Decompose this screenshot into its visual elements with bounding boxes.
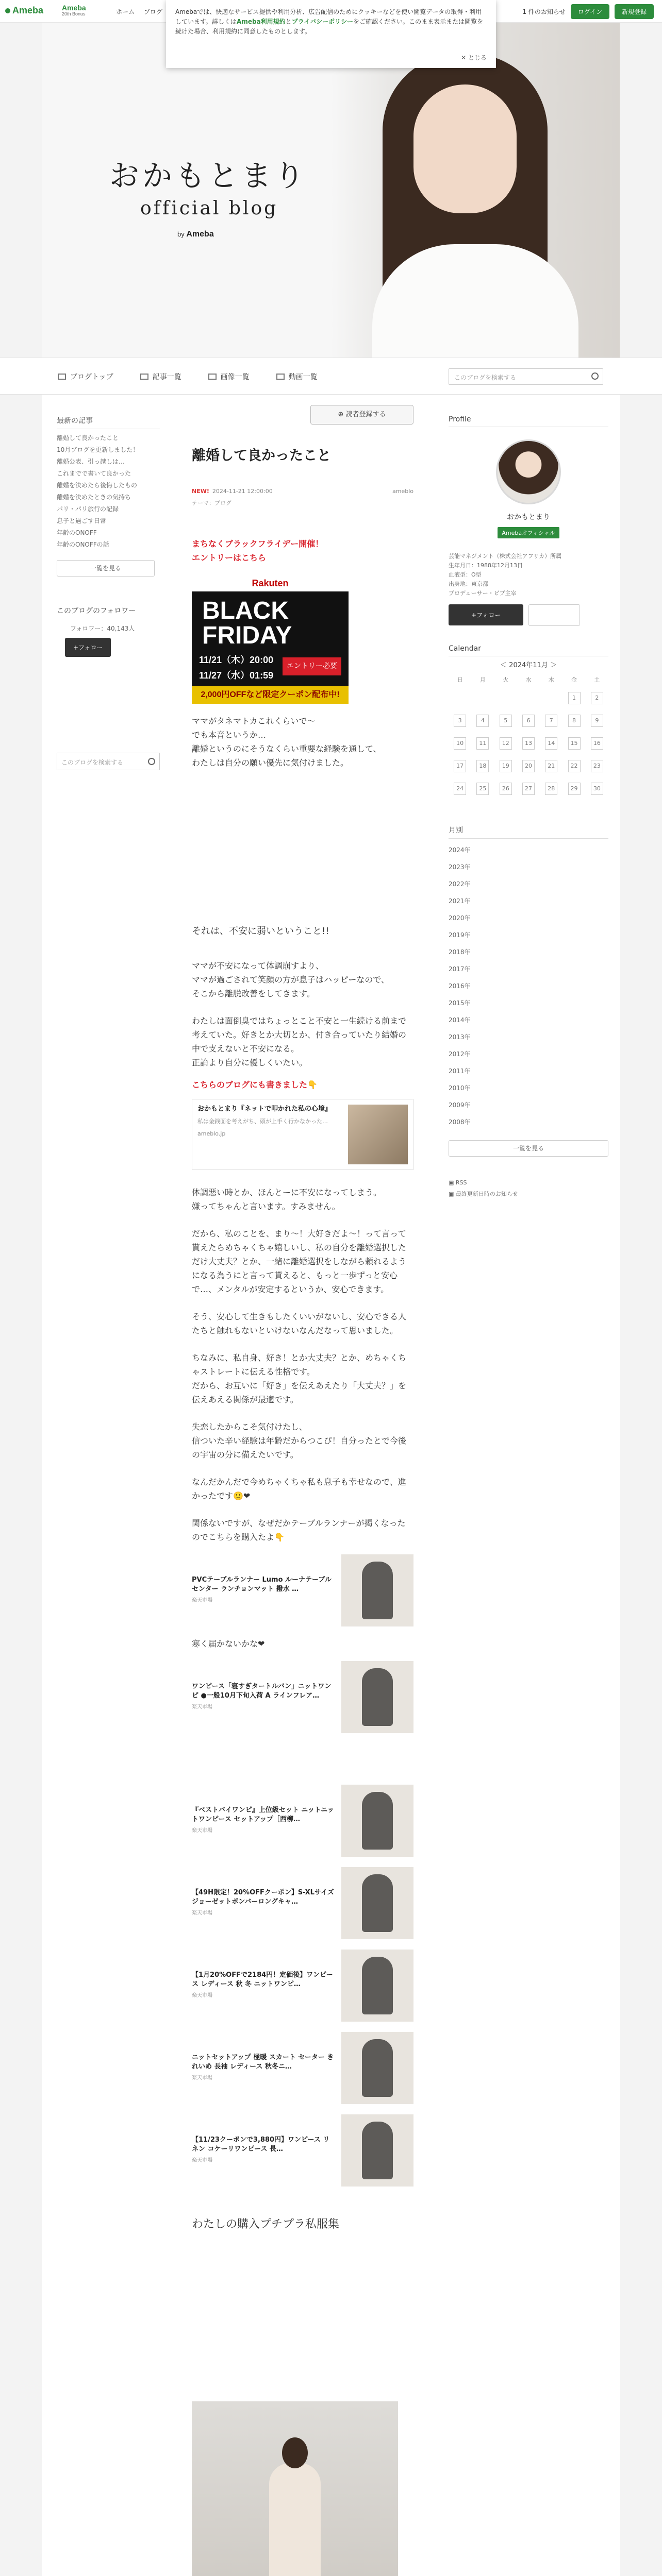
spacer [192, 1743, 413, 1774]
right-sidebar [449, 415, 608, 1200]
product-shop: 楽天市場 [192, 1993, 212, 1998]
promo-line[interactable]: まちなくブラックフライデー開催！ [192, 539, 324, 549]
recent-entry[interactable]: 離婚公表、引っ越しは… [57, 458, 125, 465]
calendar-day[interactable]: 8 [568, 715, 581, 727]
calendar-day[interactable]: 20 [522, 760, 535, 772]
product-name: PVCテーブルランナー Lumo ルーナテーブルセンター ランチョンマット 撥水 … [192, 1576, 332, 1593]
paragraph: ママが不安になって体調崩すより、 [192, 961, 324, 971]
calendar-day[interactable]: 5 [500, 715, 512, 727]
sidebar-search-input[interactable]: このブログを検索する [57, 753, 160, 770]
global-header-right [522, 4, 654, 19]
followers-heading: このブログのフォロワー [57, 607, 136, 615]
calendar-day[interactable]: 26 [500, 783, 512, 795]
nav-blog[interactable]: ブログ [143, 8, 162, 15]
product-image [341, 1867, 413, 1939]
archive-item[interactable]: 2024年 [449, 846, 471, 854]
product-image [341, 2114, 413, 2187]
archive-item[interactable]: 2015年 [449, 999, 471, 1007]
update-notice-link[interactable]: ▣ 最終更新日時のお知らせ [449, 1191, 518, 1197]
spacer [192, 1503, 413, 1516]
product-shop: 楽天市場 [192, 1828, 212, 1834]
calendar-day[interactable]: 3 [454, 715, 466, 727]
calendar-day[interactable]: 19 [500, 760, 512, 772]
card-source: ameblo.jp [197, 1130, 226, 1137]
article-theme[interactable]: テーマ：ブログ [192, 500, 231, 506]
calendar-day[interactable]: 9 [591, 715, 603, 727]
recent-entry[interactable]: 10月ブログを更新しました！ [57, 446, 139, 453]
profile-name[interactable]: おかもとまり [507, 513, 550, 521]
archive-item[interactable]: 2016年 [449, 982, 471, 990]
archive-item[interactable]: 2009年 [449, 1101, 471, 1109]
privacy-link[interactable]: プライバシーポリシー [291, 18, 354, 25]
calendar-day[interactable]: 22 [568, 760, 581, 772]
blog-header[interactable] [42, 23, 620, 358]
archive-list [449, 842, 608, 1131]
banner-coupon: 2,000円OFFなど限定クーポン配布中! [192, 686, 349, 704]
paragraph: 嫌ってちゃんと言います。すみません。 [192, 1201, 340, 1211]
profile-info: 芸能マネジメント（株式会社アフリカ）所属 生年月日：1988年12月13日 血液型：O型 出身地：東京都 プロデューサー・ビブ主宰 [449, 553, 562, 597]
product-card[interactable] [192, 1950, 413, 2022]
recent-entry[interactable]: 離婚して良かったこと [57, 434, 119, 442]
recent-entry[interactable]: 離婚を決めたときの気持ち [57, 494, 131, 501]
product-shop: 楽天市場 [192, 2158, 212, 2163]
image-icon [208, 374, 217, 380]
card-thumbnail [348, 1105, 408, 1164]
official-badge: Amebaオフィシャル [498, 527, 559, 538]
product-name: 【11/23クーポンで3,880円】ワンピース リネン コケーリワンピース 長… [192, 2136, 330, 2153]
paragraph: なんだかんだで今めちゃくちゃ私も息子も幸せなので、進かったです🙂❤ [192, 1477, 406, 1501]
archive-heading: 月別 [449, 825, 608, 839]
paragraph: 失恋したからこそ気付けたし、 [192, 1422, 308, 1432]
product-name: 『ベストバイワンピ』上位級セット ニットニットワンピース セットアップ［西柳… [192, 1806, 334, 1823]
product-image [341, 2032, 413, 2104]
archive-item[interactable]: 2020年 [449, 914, 471, 922]
menu-blog-top[interactable]: ブログトップ [58, 371, 113, 382]
article [192, 405, 413, 2576]
product-name: 【1月20%OFFで2184円！定価後】ワンピース レディース 秋 冬 ニットワンピ… [192, 1971, 333, 1988]
ameba-logo[interactable]: Ameba [5, 5, 43, 16]
calendar-day[interactable]: 2 [591, 692, 603, 704]
calendar-day[interactable]: 18 [476, 760, 489, 772]
spacer [192, 1462, 413, 1475]
paragraph: ママがタネマトカこれくらいで〜 [192, 716, 316, 726]
archive-item[interactable]: 2021年 [449, 897, 471, 905]
calendar-day[interactable]: 17 [454, 760, 466, 772]
banner-title: BLACK FRIDAY [202, 597, 292, 649]
calendar-day[interactable]: 23 [591, 760, 603, 772]
rakuten-black-friday-banner[interactable] [192, 575, 349, 704]
archive-item[interactable]: 2022年 [449, 880, 471, 888]
paragraph: 体調悪い時とか、ほんとーに不安になってしまう。 [192, 1188, 382, 1197]
global-nav [116, 7, 170, 16]
menu-video-list[interactable]: 動画一覧 [276, 371, 318, 382]
paragraph: ちなみに、私自身、好き！とか大丈夫？とか、めちゃくちゃストレートに伝える性格です。 [192, 1353, 407, 1377]
recent-entries-heading: 最新の記事 [57, 415, 160, 429]
rakuten-logo: Rakuten [192, 575, 349, 591]
archive-more-button[interactable]: 一覧を見る [449, 1140, 608, 1157]
archive [449, 825, 608, 1157]
calendar-day[interactable]: 29 [568, 783, 581, 795]
card-desc: 私は金銭面を考えがち、頭が上手く行かなかった… [197, 1118, 328, 1125]
product-card[interactable] [192, 2114, 413, 2187]
paragraph: 離婚というのにそうなくらい重要な経験を通して、 [192, 744, 382, 754]
spacer [192, 1213, 413, 1227]
spacer [192, 1177, 413, 1185]
header-photo-face [413, 84, 517, 213]
new-badge: NEW! [192, 488, 209, 495]
paragraph: そこから離脱改善をしてきます。 [192, 989, 315, 998]
calendar-day[interactable]: 25 [476, 783, 489, 795]
follow-button-right[interactable]: +フォロー [449, 604, 523, 625]
recent-entry[interactable]: これまでで書いて良かった [57, 470, 131, 477]
calendar-day[interactable]: 14 [545, 737, 557, 750]
product-card[interactable] [192, 1867, 413, 1939]
calendar-day[interactable]: 4 [476, 715, 489, 727]
calendar-day[interactable]: 13 [522, 737, 535, 750]
product-shop: 楽天市場 [192, 1704, 212, 1710]
ameba-20th-logo[interactable]: Ameba 20th Bonus [62, 4, 86, 16]
paragraph: 関係ないですが、なぜだかテーブルランナーが掲くなったのでこちらを購入たよ👇 [192, 1518, 406, 1542]
profile-heading: Profile [449, 415, 608, 427]
spacer [192, 1070, 413, 1078]
promo-entry-link[interactable]: エントリーはこちら [192, 553, 267, 563]
paragraph: だから、お互いに「好き」を伝えあえたり「大丈夫？」を伝えあえる関係が最適です。 [192, 1381, 407, 1404]
list-icon [140, 374, 148, 380]
calendar-day[interactable]: 15 [568, 737, 581, 750]
calendar-day[interactable]: 6 [522, 715, 535, 727]
archive-item[interactable]: 2011年 [449, 1067, 471, 1075]
calendar-day[interactable]: 10 [454, 737, 466, 750]
recent-more-button[interactable]: 一覧を見る [57, 560, 155, 577]
paragraph: 寒く届かないかな❤ [192, 1639, 265, 1649]
calendar-day[interactable]: 12 [500, 737, 512, 750]
product-name: ニットセットアップ 極暖 スカート セーター きれいめ 長袖 レディース 秋冬ニ… [192, 2054, 334, 2071]
cookie-notice: Amebaでは、快適なサービス提供や利用分析、広告配信のためにクッキーなどを使い閲覧データの取得・利用しています。詳しくはAmeba利用規約とプライバシーポリシーをご確認ください。このまま表示または閲覧を続けた場合、利用規約に同意したものとします。 ✕ とじる [166, 0, 496, 68]
outfit-photo-head [282, 2437, 308, 2468]
product-card[interactable] [192, 2032, 413, 2104]
terms-link[interactable]: Ameba利用規約 [237, 18, 286, 25]
left-sidebar [57, 415, 160, 770]
paragraph: それは、不安に弱いということ!! [192, 926, 329, 937]
article-date: 2024-11-21 12:00:00 [212, 488, 273, 495]
calendar-caption[interactable]: ＜ 2024年11月 ＞ [500, 662, 557, 669]
product-shop: 楽天市場 [192, 1598, 212, 1603]
login-button[interactable]: ログイン [571, 4, 609, 19]
signup-button[interactable]: 新規登録 [615, 4, 654, 19]
blog-main [42, 395, 620, 2576]
archive-item[interactable]: 2013年 [449, 1033, 471, 1041]
archive-item[interactable]: 2010年 [449, 1084, 471, 1092]
nav-home[interactable]: ホーム [116, 8, 135, 15]
search-icon[interactable] [148, 758, 155, 765]
calendar-day[interactable]: 27 [522, 783, 535, 795]
avatar[interactable] [496, 439, 561, 504]
banner-dates: 11/21（木）20:00 11/27（水）01:59 [199, 655, 274, 681]
archive-item[interactable]: 2017年 [449, 965, 471, 973]
paragraph: こちらのブログにも書きました👇 [192, 1080, 318, 1090]
archive-item[interactable]: 2008年 [449, 1118, 471, 1126]
ameba-logo-icon [5, 8, 10, 13]
blog-title: おかもとまり [109, 158, 308, 193]
product-image [341, 1950, 413, 2022]
paragraph: でも本音というか… [192, 730, 267, 740]
calendar-heading: Calendar [449, 645, 608, 656]
spacer [192, 770, 413, 924]
spacer [192, 938, 413, 959]
outfit-photo-figure [269, 2463, 321, 2576]
recent-entry[interactable]: 息子と過ごす日常 [57, 517, 107, 524]
spacer [192, 1001, 413, 1014]
archive-item[interactable]: 2019年 [449, 931, 471, 939]
paragraph: わたしは面倒臭ではちょっとこと不安と一生続ける前まで考えていた。好きとか大切とか、付き合っていたり結婚の中で支えないと不安になる。 [192, 1016, 407, 1054]
spacer [192, 1337, 413, 1351]
spacer [192, 1296, 413, 1310]
product-card[interactable] [192, 1785, 413, 1857]
calendar-day[interactable]: 7 [545, 715, 557, 727]
blog-search-input[interactable]: このブログを検索する [449, 368, 603, 385]
cookie-close-button[interactable]: ✕ とじる [461, 54, 487, 61]
section-heading: わたしの購入プチプラ私服集 [192, 2218, 340, 2231]
calendar-day[interactable]: 30 [591, 783, 603, 795]
product-name: ワンピース「寝すぎタートルバン」ニットワンピ ●一般10月下旬入荷 A ラインフレア… [192, 1683, 332, 1700]
product-card[interactable] [192, 1661, 413, 1733]
video-icon [276, 374, 285, 380]
paragraph: そう、安心して生きもしたくいいがないし、安心できる人たちと触れもないといけないなんだなって思いました。 [192, 1312, 407, 1335]
calendar-day[interactable]: 28 [545, 783, 557, 795]
blog-menu [0, 358, 662, 395]
archive-item[interactable]: 2018年 [449, 948, 471, 956]
banner-entry-badge: エントリー必要 [283, 657, 341, 675]
product-image [341, 1554, 413, 1626]
subscribe-button[interactable]: ⊕ 読者登録する [310, 405, 413, 425]
blog-subtitle: official blog [140, 198, 278, 219]
archive-item[interactable]: 2023年 [449, 863, 471, 871]
blog-link-card[interactable] [192, 1099, 413, 1170]
card-title: おかもとまり『ネットで叩かれた私の心境』 [197, 1105, 332, 1113]
profile-more-button[interactable] [528, 604, 580, 626]
paragraph: 信ついた辛い経験は年齢だからつこぴ！自分ったとで今後の宇宙の分に備えたいです。 [192, 1436, 406, 1460]
product-name: 【49H限定！20%OFFクーポン】S-XLサイズ ジョーゼットボンバーロングキャ… [192, 1889, 334, 1906]
calendar [449, 645, 608, 800]
spacer [192, 2197, 413, 2217]
product-image [341, 1661, 413, 1733]
recent-entries-list [57, 432, 160, 551]
spacer [192, 1406, 413, 1420]
product-image [341, 1785, 413, 1857]
recent-entry[interactable]: 年齢のONOFFの話 [57, 541, 109, 548]
product-shop: 楽天市場 [192, 1910, 212, 1916]
menu-image-list[interactable]: 画像一覧 [208, 371, 250, 382]
paragraph: だから、私のことを、まり〜！大好きだよ〜！って言って貰えたらめちゃくちゃ嬉しいし、私の自分を離婚選択しただけ大丈夫？とか、一緒に離婚選択をしながら頼れるようになる為うにと言って貰えると、もっと一歩ずっと安心で…、メンタルが安定するというか、安心できます。 [192, 1229, 407, 1294]
sidebar-links [449, 1177, 608, 1200]
calendar-day[interactable]: 21 [545, 760, 557, 772]
archive-item[interactable]: 2012年 [449, 1050, 471, 1058]
calendar-day[interactable]: 16 [591, 737, 603, 750]
notice-link[interactable]: 1 件のお知らせ [522, 8, 566, 15]
paragraph: 正論より自分に優しくいたい。 [192, 1058, 308, 1067]
follow-button-left[interactable]: +フォロー [65, 638, 111, 657]
article-meta [192, 488, 413, 495]
spacer [192, 2231, 413, 2401]
home-icon [58, 374, 66, 380]
calendar-day[interactable]: 1 [568, 692, 581, 704]
recent-entry[interactable]: パリ・パリ旅行の記録 [57, 505, 119, 513]
recent-entry[interactable]: 年齢のONOFF [57, 529, 97, 536]
paragraph: わたしは自分の願い優先に気付けました。 [192, 758, 349, 768]
menu-entry-list[interactable]: 記事一覧 [140, 371, 181, 382]
recent-entry[interactable]: 離婚を決めたら後悔したもの [57, 482, 138, 489]
paragraph: ママが過ごされて笑顔の方が息子はハッピーなので、 [192, 975, 390, 985]
article-body [192, 537, 413, 2576]
follower-count: フォロワー：40,143人 [70, 625, 135, 632]
share-button[interactable]: ameblo [392, 488, 413, 495]
archive-item[interactable]: 2014年 [449, 1016, 471, 1024]
product-card[interactable] [192, 1554, 413, 1626]
calendar-day[interactable]: 11 [476, 737, 489, 750]
outfit-photo[interactable] [192, 2401, 398, 2576]
by-ameba: by Ameba [177, 230, 214, 239]
calendar-table: 日 月 火 水 木 金 土 1 2 3 4 5 6 7 8 9 10 11 12 13 14 15 16 17 18 19 20 21 22 23 24 25 26 27 28 29 30 [449, 672, 608, 800]
product-shop: 楽天市場 [192, 2075, 212, 2081]
calendar-day[interactable]: 24 [454, 783, 466, 795]
article-title[interactable]: 離婚して良かったこと [192, 448, 331, 464]
rss-link[interactable]: ▣ RSS [449, 1179, 467, 1186]
search-icon[interactable] [591, 372, 599, 380]
